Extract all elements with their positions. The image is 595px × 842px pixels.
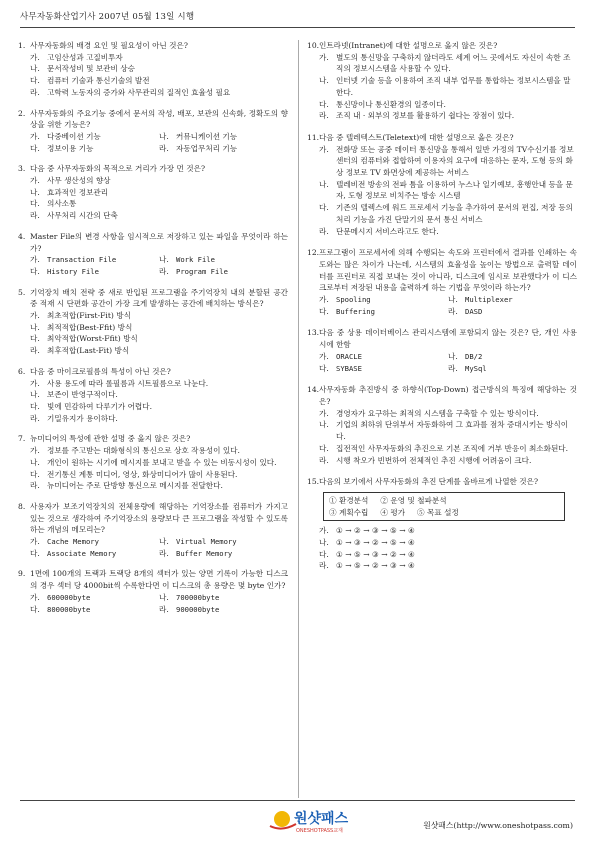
option-marker: 나. bbox=[448, 295, 458, 305]
option-text: Buffer Memory bbox=[176, 548, 233, 558]
answer-options bbox=[18, 310, 288, 357]
option-marker: 라. bbox=[159, 266, 169, 276]
question-stem bbox=[307, 247, 577, 294]
option-marker: 가. bbox=[319, 52, 329, 62]
answer-option[interactable] bbox=[30, 413, 288, 425]
answer-option[interactable] bbox=[30, 604, 159, 616]
question-stem bbox=[18, 287, 288, 310]
question-text: 인트라넷(Intranet)에 대한 설명으로 옳지 않은 것은? bbox=[319, 41, 498, 50]
option-text: 기존의 텔렉스에 워드 프로세서 기능을 추가하여 문서의 편집, 저장 등의 처리 기능을 가진 단말기의 문서 통신 서비스 bbox=[336, 203, 573, 224]
example-item: ⑤ 목표 설정 bbox=[417, 507, 459, 517]
option-marker: 라. bbox=[448, 363, 458, 373]
option-text: 개인이 원하는 시기에 메시지를 보내고 받을 수 있는 비동시성이 있다. bbox=[47, 457, 277, 467]
option-text: 700000byte bbox=[176, 592, 220, 602]
answer-options bbox=[307, 52, 577, 122]
question-text: 다음 중 사무자동화의 목적으로 거리가 가장 먼 것은? bbox=[30, 164, 206, 174]
answer-option[interactable] bbox=[30, 175, 288, 187]
option-text: Work File bbox=[176, 255, 215, 265]
column-divider bbox=[298, 40, 299, 798]
option-marker: 가. bbox=[30, 378, 40, 388]
option-marker: 다. bbox=[319, 306, 329, 316]
logo-sun-icon bbox=[274, 811, 290, 827]
answer-option[interactable] bbox=[319, 179, 577, 202]
answer-options bbox=[18, 175, 288, 222]
answer-option[interactable] bbox=[319, 144, 577, 179]
option-marker: 나. bbox=[159, 255, 169, 265]
answer-options bbox=[307, 351, 577, 374]
question-item bbox=[18, 568, 288, 615]
answer-option[interactable] bbox=[319, 443, 577, 455]
option-text: 사무처리 시간의 단축 bbox=[47, 211, 118, 221]
option-text: 조직 내 · 외부의 정보를 활용하기 쉽다는 장점이 있다. bbox=[336, 111, 515, 121]
option-text: 뉴미디어는 주로 단방향 통신으로 메시지를 전달한다. bbox=[47, 481, 223, 491]
question-item bbox=[18, 501, 288, 560]
question-item bbox=[18, 231, 288, 278]
answer-option[interactable] bbox=[30, 457, 288, 469]
answer-option[interactable] bbox=[448, 294, 577, 306]
option-pair bbox=[30, 536, 288, 548]
question-stem bbox=[307, 132, 577, 144]
answer-option[interactable] bbox=[319, 99, 577, 111]
option-text: 사무 생산성의 향상 bbox=[47, 176, 111, 186]
option-pair bbox=[30, 548, 288, 560]
answer-option[interactable] bbox=[30, 469, 288, 481]
question-item bbox=[18, 40, 288, 99]
option-marker: 다. bbox=[30, 143, 40, 153]
logo-text: 원샷패스 bbox=[294, 811, 349, 827]
answer-option[interactable] bbox=[30, 187, 288, 199]
answer-option[interactable] bbox=[30, 345, 288, 357]
question-stem bbox=[307, 40, 577, 52]
option-marker: 나. bbox=[319, 76, 329, 86]
option-text: 별도의 통신망을 구축하지 않더라도 세계 어느 곳에서도 자신이 속한 조직의 정보시스템을 사용할 수 있다. bbox=[336, 52, 571, 74]
question-number: 12. bbox=[307, 248, 320, 258]
question-text: 뉴미디어의 특성에 관한 설명 중 옳지 않은 것은? bbox=[30, 434, 191, 444]
option-marker: 가. bbox=[319, 351, 329, 361]
option-marker: 라. bbox=[319, 111, 329, 121]
option-text: History File bbox=[47, 266, 99, 276]
option-marker: 가. bbox=[30, 131, 40, 141]
answer-option[interactable] bbox=[448, 306, 577, 318]
option-marker: 나. bbox=[30, 187, 40, 197]
answer-option[interactable] bbox=[30, 480, 288, 492]
header-rule bbox=[20, 27, 575, 28]
option-pair bbox=[30, 592, 288, 604]
option-marker: 다. bbox=[319, 203, 329, 213]
answer-options bbox=[18, 536, 288, 559]
question-item bbox=[18, 108, 288, 155]
question-text: Master File의 변경 사항을 임시적으로 저장하고 있는 파일을 무엇이라 하는가? bbox=[30, 231, 288, 253]
question-number: 6. bbox=[18, 366, 26, 376]
logo-mark-icon bbox=[262, 806, 382, 836]
answer-options bbox=[18, 131, 288, 154]
option-marker: 라. bbox=[319, 455, 329, 465]
right-column bbox=[307, 40, 577, 582]
option-text: 시행 착오가 빈번하여 전체적인 추진 시행에 어려움이 크다. bbox=[336, 455, 532, 465]
option-text: 최초적합(First-Fit) 방식 bbox=[47, 311, 131, 321]
option-marker: 라. bbox=[319, 226, 329, 236]
option-marker: 가. bbox=[30, 255, 40, 265]
example-item: ① 환경분석 bbox=[329, 495, 369, 505]
answer-option[interactable] bbox=[30, 131, 159, 143]
answer-option[interactable] bbox=[319, 363, 448, 375]
question-item bbox=[307, 247, 577, 317]
option-pair bbox=[319, 306, 577, 318]
answer-option[interactable] bbox=[159, 548, 288, 560]
example-row bbox=[329, 495, 559, 507]
option-marker: 나. bbox=[30, 322, 40, 332]
option-marker: 나. bbox=[30, 457, 40, 467]
question-stem bbox=[18, 433, 288, 445]
option-marker: 다. bbox=[319, 99, 329, 109]
option-marker: 라. bbox=[30, 211, 40, 221]
option-marker: 가. bbox=[319, 295, 329, 305]
option-marker: 다. bbox=[319, 549, 329, 559]
answer-option[interactable] bbox=[30, 536, 159, 548]
option-pair bbox=[30, 131, 288, 143]
answer-option[interactable] bbox=[159, 592, 288, 604]
question-stem bbox=[18, 108, 288, 131]
answer-option[interactable] bbox=[319, 455, 577, 467]
question-stem bbox=[18, 366, 288, 378]
question-number: 8. bbox=[18, 501, 26, 511]
option-marker: 가. bbox=[30, 537, 40, 547]
option-pair bbox=[30, 143, 288, 155]
page-header: 사무자동화산업기사 2007년 05월 13일 시행 bbox=[20, 12, 195, 22]
option-marker: 다. bbox=[30, 76, 40, 86]
answer-option[interactable] bbox=[319, 294, 448, 306]
option-text: 인터넷 기술 등을 이용하여 조직 내부 업무를 통합하는 정보시스템을 말한다. bbox=[336, 76, 571, 97]
question-text: 다음 중 상용 데이터베이스 관리시스템에 포함되지 않는 것은? 단, 개인 사용시에 한함 bbox=[319, 328, 577, 350]
question-item bbox=[18, 433, 288, 492]
answer-options bbox=[18, 254, 288, 277]
answer-options bbox=[307, 408, 577, 467]
option-text: 전화망 또는 공중 데이터 통신망을 통해서 일반 가정의 TV수신기를 정보센터의 컴퓨터와 접합하여 이용자의 요구에 대응하는 문자, 도형 등의 화상 정보로 TV 화면상에 제공하는 서비스 bbox=[336, 144, 574, 178]
answer-option[interactable] bbox=[319, 110, 577, 122]
option-text: 다중베이션 기능 bbox=[47, 131, 101, 141]
option-marker: 라. bbox=[30, 87, 40, 97]
option-text: 텔레비전 방송의 전파 틈을 이용하여 누스나 일기예보, 흥행안내 등을 문자, 도형 정보로 비치주는 방송 시스템 bbox=[336, 179, 573, 201]
option-text: 800000byte bbox=[47, 604, 91, 614]
option-text: 기밀유지가 용이하다. bbox=[47, 413, 118, 423]
question-text: 기억장치 배치 전략 중 새로 반입된 프로그램을 주기억장치 내의 분할된 공간 중 적재 시 단편화 공간이 가장 크게 발생하는 공간에 배치하는 방식은? bbox=[30, 287, 288, 309]
answer-option[interactable] bbox=[319, 525, 577, 537]
answer-option[interactable] bbox=[30, 310, 288, 322]
question-stem bbox=[18, 40, 288, 52]
option-text: 보존이 반영구적이다. bbox=[47, 390, 118, 400]
question-number: 5. bbox=[18, 287, 26, 297]
option-text: ① → ⑤ → ③ → ② → ④ bbox=[336, 549, 415, 559]
answer-option[interactable] bbox=[159, 131, 288, 143]
answer-option[interactable] bbox=[319, 52, 577, 75]
example-item: ② 운영 및 철파분석 bbox=[380, 495, 447, 505]
footer-site-link[interactable]: 원샷패스(http://www.oneshotpass.com) bbox=[423, 821, 573, 830]
answer-option[interactable] bbox=[30, 378, 288, 390]
option-marker: 가. bbox=[319, 408, 329, 418]
option-text: 커뮤니케이션 기능 bbox=[176, 131, 238, 141]
footer-rule bbox=[20, 800, 575, 801]
question-text: 프로그램이 프로세서에 의해 수행되는 속도와 프린터에서 결과를 인쇄하는 속도와는 많은 차이가 나는데, 시스템의 효율성을 높이는 방법으로 출력할 데이터를 프린터로 직접 보내는 것이 아니라, 디스크에 임시로 보관했다가 이 디스크로부터 저장된 내용을 출력하게 하는 기법을 무엇이라 하는가? bbox=[319, 248, 577, 293]
question-number: 4. bbox=[18, 231, 26, 241]
answer-option[interactable] bbox=[319, 560, 577, 572]
question-item bbox=[18, 163, 288, 222]
option-text: Virtual Memory bbox=[176, 537, 237, 547]
option-marker: 다. bbox=[30, 469, 40, 479]
option-marker: 나. bbox=[159, 131, 169, 141]
question-text: 다음 중 마이크로필름의 특성이 아닌 것은? bbox=[30, 366, 171, 376]
option-marker: 가. bbox=[30, 176, 40, 186]
option-text: SYBASE bbox=[336, 363, 362, 373]
question-item bbox=[307, 132, 577, 237]
option-text: 자동업무처리 기능 bbox=[176, 143, 238, 153]
option-marker: 나. bbox=[319, 538, 329, 548]
option-marker: 라. bbox=[30, 346, 40, 356]
oneshotpass-logo bbox=[262, 806, 382, 836]
example-item: ③ 계획수립 bbox=[329, 507, 369, 517]
question-text: 사무자동화의 주요기능 중에서 문서의 작성, 배포, 보관의 신속화, 정확도의 향상을 위한 기능은? bbox=[30, 108, 288, 130]
option-marker: 나. bbox=[319, 179, 329, 189]
question-text: 다음의 보기에서 사무자동화의 추진 단계를 올바르게 나열한 것은? bbox=[319, 477, 539, 487]
option-text: 600000byte bbox=[47, 592, 91, 602]
option-text: 단문메시지 서비스라고도 한다. bbox=[336, 226, 439, 236]
option-marker: 가. bbox=[30, 592, 40, 602]
option-marker: 다. bbox=[30, 604, 40, 614]
option-text: 의사소통 bbox=[47, 199, 77, 209]
answer-option[interactable] bbox=[30, 592, 159, 604]
question-item bbox=[307, 327, 577, 374]
answer-option[interactable] bbox=[30, 87, 288, 99]
option-marker: 다. bbox=[30, 266, 40, 276]
answer-options bbox=[18, 52, 288, 99]
option-pair bbox=[319, 351, 577, 363]
answer-option[interactable] bbox=[30, 389, 288, 401]
option-text: 효과적인 정보관리 bbox=[47, 187, 109, 197]
option-text: 집전적인 사무자동화의 추진으로 기본 조직에 거부 반응이 최소화된다. bbox=[336, 443, 569, 453]
question-stem bbox=[307, 384, 577, 407]
option-text: MySql bbox=[465, 363, 487, 373]
answer-option[interactable] bbox=[30, 333, 288, 345]
answer-option[interactable] bbox=[448, 351, 577, 363]
answer-option[interactable] bbox=[319, 419, 577, 442]
option-marker: 가. bbox=[319, 144, 329, 154]
answer-option[interactable] bbox=[30, 548, 159, 560]
option-pair bbox=[319, 294, 577, 306]
option-marker: 가. bbox=[30, 52, 40, 62]
option-text: 문서작성비 및 보관비 상승 bbox=[47, 64, 135, 74]
question-number: 14. bbox=[307, 385, 320, 395]
option-text: DB/2 bbox=[465, 351, 483, 361]
answer-options bbox=[18, 592, 288, 615]
question-item bbox=[18, 366, 288, 425]
question-stem bbox=[307, 476, 577, 488]
question-stem bbox=[18, 163, 288, 175]
question-stem bbox=[307, 327, 577, 350]
answer-options bbox=[307, 525, 577, 572]
logo-subtext: ONESHOTPASS교재 bbox=[296, 828, 343, 834]
answer-options bbox=[307, 294, 577, 317]
option-marker: 나. bbox=[159, 592, 169, 602]
option-text: 사용 용도에 따라 롤필름과 시트필름으로 나눈다. bbox=[47, 378, 209, 388]
answer-option[interactable] bbox=[159, 604, 288, 616]
option-marker: 나. bbox=[30, 390, 40, 400]
option-text: 컴퓨터 기술과 통신기술의 발전 bbox=[47, 76, 150, 86]
option-text: DASD bbox=[465, 306, 483, 316]
answer-option[interactable] bbox=[319, 537, 577, 549]
option-text: Associate Memory bbox=[47, 548, 117, 558]
option-text: 정보이용 기능 bbox=[47, 143, 94, 153]
option-text: Buffering bbox=[336, 306, 375, 316]
option-text: Cache Memory bbox=[47, 537, 99, 547]
answer-option[interactable] bbox=[159, 536, 288, 548]
answer-option[interactable] bbox=[159, 254, 288, 266]
answer-option[interactable] bbox=[30, 266, 159, 278]
question-number: 3. bbox=[18, 164, 26, 174]
left-column bbox=[18, 40, 288, 624]
question-text: 1면에 100개의 트랙과 트랙당 8개의 섹터가 있는 양면 기록이 가능한 디스크의 경우 섹터 당 4000bit씩 수록한다면 이 디스크의 총 용량은 몇 byte 인가? bbox=[30, 569, 288, 591]
question-text: 사무자동화 추진방식 중 하향식(Top-Down) 접근방식의 특징에 해당하는 것은? bbox=[319, 385, 577, 406]
option-text: 통신망이나 통신환경의 일종이다. bbox=[336, 99, 446, 109]
option-text: Program File bbox=[176, 266, 228, 276]
option-text: ① → ② → ③ → ⑤ → ④ bbox=[336, 526, 415, 536]
option-pair bbox=[319, 363, 577, 375]
question-number: 11. bbox=[307, 132, 320, 142]
option-text: Transaction File bbox=[47, 255, 117, 265]
option-text: ORACLE bbox=[336, 351, 362, 361]
option-text: 빛에 민감하여 다루기가 어렵다. bbox=[47, 401, 153, 411]
option-marker: 나. bbox=[448, 351, 458, 361]
answer-option[interactable] bbox=[319, 202, 577, 225]
example-box bbox=[323, 492, 565, 521]
question-stem bbox=[18, 501, 288, 536]
option-marker: 가. bbox=[30, 446, 40, 456]
option-marker: 다. bbox=[30, 334, 40, 344]
option-marker: 라. bbox=[159, 604, 169, 614]
answer-option[interactable] bbox=[319, 549, 577, 561]
answer-options bbox=[18, 378, 288, 425]
option-text: Spooling bbox=[336, 295, 371, 305]
option-text: 고임산성과 고질비투자 bbox=[47, 52, 123, 62]
answer-option[interactable] bbox=[159, 266, 288, 278]
option-pair bbox=[30, 254, 288, 266]
answer-option[interactable] bbox=[30, 210, 288, 222]
answer-option[interactable] bbox=[30, 52, 288, 64]
option-marker: 다. bbox=[319, 443, 329, 453]
answer-option[interactable] bbox=[30, 75, 288, 87]
answer-option[interactable] bbox=[30, 143, 159, 155]
option-pair bbox=[30, 266, 288, 278]
question-number: 13. bbox=[307, 328, 320, 338]
option-text: Multiplexer bbox=[465, 295, 513, 305]
option-text: 최적적합(Best-Ffit) 방식 bbox=[47, 322, 133, 332]
option-text: ① → ③ → ② → ⑤ → ④ bbox=[336, 538, 415, 548]
question-item bbox=[307, 476, 577, 572]
option-marker: 나. bbox=[30, 64, 40, 74]
question-stem bbox=[18, 231, 288, 254]
answer-options bbox=[18, 445, 288, 492]
question-item bbox=[18, 287, 288, 357]
option-text: 전기통신 계통 미디어, 영상, 화상미디어가 많이 사용된다. bbox=[47, 469, 238, 479]
option-text: 최악적합(Worst-Ffit) 방식 bbox=[47, 334, 138, 344]
answer-option[interactable] bbox=[319, 306, 448, 318]
option-marker: 라. bbox=[30, 413, 40, 423]
answer-option[interactable] bbox=[319, 408, 577, 420]
question-number: 10. bbox=[307, 41, 320, 50]
option-text: 최후적합(Last-Fit) 방식 bbox=[47, 346, 130, 356]
question-text: 사무자동화의 배경 요인 및 필요성이 아닌 것은? bbox=[30, 41, 188, 50]
answer-option[interactable] bbox=[448, 363, 577, 375]
option-marker: 라. bbox=[159, 548, 169, 558]
option-marker: 가. bbox=[319, 526, 329, 536]
question-item bbox=[307, 40, 577, 122]
question-number: 2. bbox=[18, 108, 26, 118]
answer-option[interactable] bbox=[159, 143, 288, 155]
option-marker: 라. bbox=[448, 306, 458, 316]
option-marker: 라. bbox=[319, 561, 329, 571]
question-text: 사용자가 보조기억장치의 전체용량에 해당하는 기억장소를 컴퓨터가 가지고 있는 것으로 생각하여 주기억장소의 용량보다 큰 프로그램을 작성할 수 있도록 하는 개념의 메모리는? bbox=[30, 501, 288, 535]
answer-option[interactable] bbox=[319, 351, 448, 363]
answer-option[interactable] bbox=[30, 401, 288, 413]
option-marker: 나. bbox=[159, 537, 169, 547]
option-text: 정보를 주고받는 대화형식의 통신으로 상호 작용성이 있다. bbox=[47, 446, 240, 456]
option-text: 경영자가 요구하는 최적의 시스템을 구축할 수 있는 방식이다. bbox=[336, 408, 539, 418]
answer-option[interactable] bbox=[30, 198, 288, 210]
option-text: 900000byte bbox=[176, 604, 220, 614]
option-marker: 다. bbox=[30, 401, 40, 411]
option-marker: 나. bbox=[319, 420, 329, 430]
answer-option[interactable] bbox=[30, 322, 288, 334]
option-marker: 다. bbox=[30, 199, 40, 209]
answer-options bbox=[307, 144, 577, 238]
question-stem bbox=[18, 568, 288, 591]
example-row bbox=[329, 507, 559, 519]
answer-option[interactable] bbox=[319, 226, 577, 238]
option-marker: 라. bbox=[159, 143, 169, 153]
option-marker: 라. bbox=[30, 481, 40, 491]
answer-option[interactable] bbox=[30, 445, 288, 457]
option-text: 고학력 노동자의 증가와 사무관리의 질적인 효율성 필요 bbox=[47, 87, 231, 97]
answer-option[interactable] bbox=[319, 75, 577, 98]
option-marker: 다. bbox=[319, 363, 329, 373]
option-text: 기업의 최하위 단위부서 자동화하여 그 효과를 점차 증대시키는 방식이다. bbox=[336, 420, 569, 442]
question-number: 7. bbox=[18, 434, 26, 444]
option-pair bbox=[30, 604, 288, 616]
question-text: 다음 중 텔레텍스트(Teletext)에 대한 설명으로 옳은 것은? bbox=[319, 132, 514, 142]
option-marker: 가. bbox=[30, 311, 40, 321]
question-number: 15. bbox=[307, 477, 320, 487]
answer-option[interactable] bbox=[30, 254, 159, 266]
example-item: ④ 평가 bbox=[380, 507, 406, 517]
option-text: ① → ⑤ → ② → ③ → ④ bbox=[336, 561, 415, 571]
question-item bbox=[307, 384, 577, 466]
question-number: 9. bbox=[18, 569, 26, 579]
question-number: 1. bbox=[18, 41, 26, 50]
answer-option[interactable] bbox=[30, 63, 288, 75]
option-marker: 다. bbox=[30, 548, 40, 558]
